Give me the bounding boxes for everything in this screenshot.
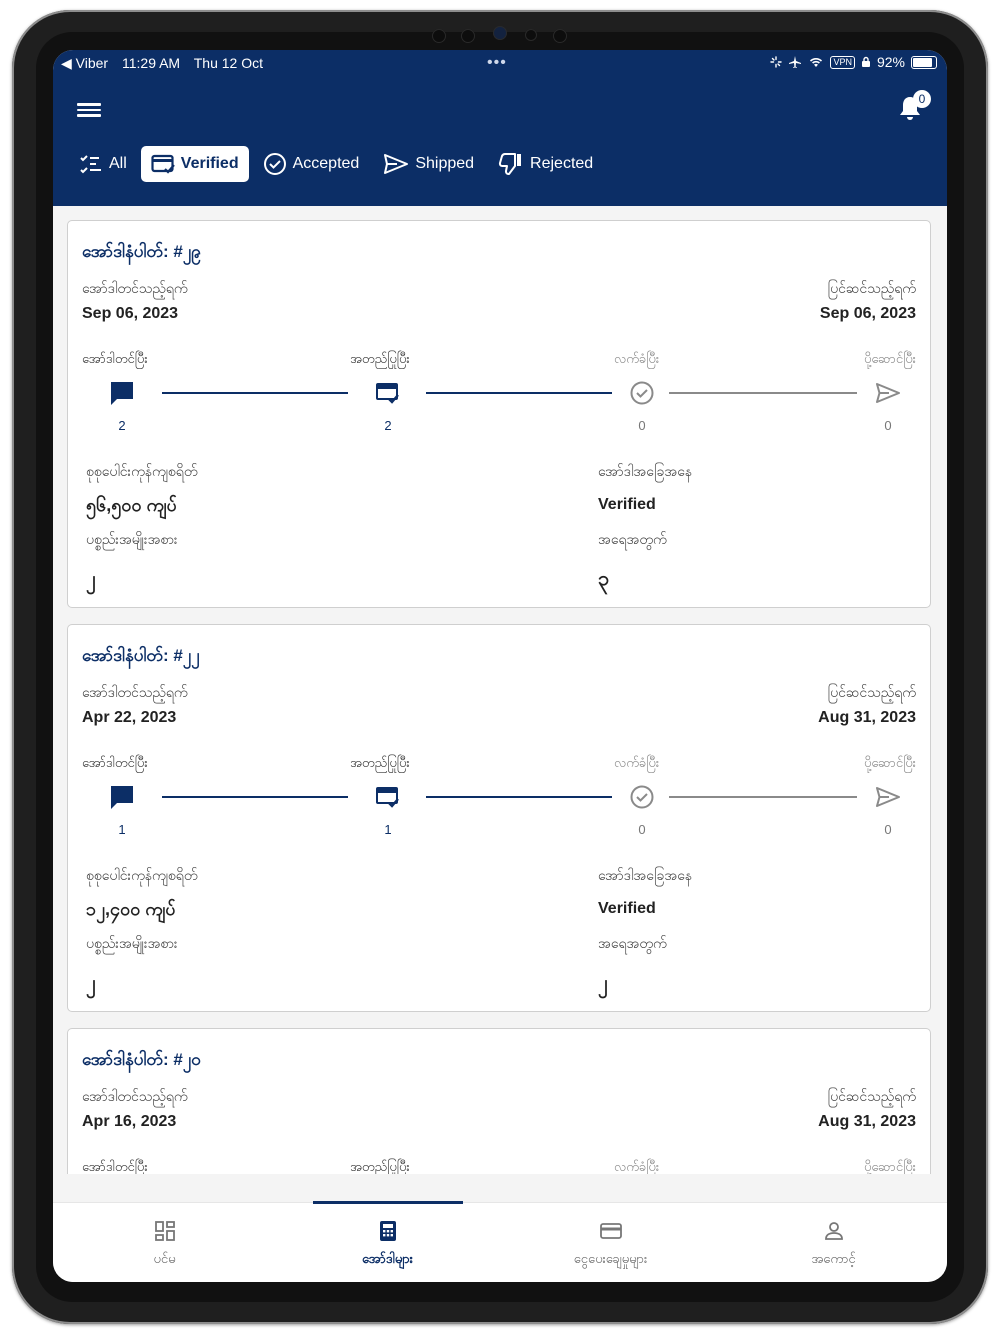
notification-count-badge: 0 [913, 90, 931, 108]
progress-line [162, 796, 348, 798]
tab-verified-label: Verified [180, 155, 239, 172]
order-number: အော်ဒါနံပါတ်: #၂၉ [82, 242, 201, 261]
status-date: Thu 12 Oct [193, 55, 264, 71]
due-date-value: Sep 06, 2023 [819, 305, 916, 322]
chat-bubble-icon [109, 784, 135, 810]
bottom-spacer [53, 1174, 947, 1202]
check-circle-icon [629, 784, 655, 810]
card-check-icon [375, 784, 401, 810]
send-icon [875, 380, 901, 406]
step-ordered-count: 1 [118, 822, 126, 837]
order-date-value: Apr 16, 2023 [82, 1113, 177, 1130]
order-status-label: အော်ဒါအခြေအနေ [598, 463, 693, 479]
order-number: အော်ဒါနံပါတ်: #၂၀ [82, 1050, 201, 1069]
step-ordered-label: အော်ဒါတင်ပြီး [82, 755, 148, 770]
hamburger-menu-icon[interactable] [77, 100, 101, 122]
order-status-value: Verified [598, 496, 656, 513]
check-circle-icon [629, 380, 655, 406]
battery-icon [911, 56, 937, 69]
step-accepted-label: လက်ခံပြီး [614, 351, 660, 366]
step-accepted-count: 0 [638, 418, 646, 433]
lock-rotation-icon [861, 56, 871, 68]
app-header [53, 50, 947, 206]
step-verified-label: အတည်ပြုပြီး [350, 351, 410, 366]
send-icon [383, 153, 409, 175]
total-price-label: စုစုပေါင်းကုန်ကျစရိတ် [86, 463, 198, 479]
status-bar [53, 50, 947, 76]
calculator-icon [376, 1219, 400, 1243]
chat-bubble-icon [109, 380, 135, 406]
nav-account[interactable] [722, 1203, 945, 1282]
step-accepted-label: လက်ခံပြီး [614, 755, 660, 770]
wifi-icon [808, 56, 824, 68]
order-date-value: Apr 22, 2023 [82, 709, 177, 726]
step-ordered-label: အော်ဒါတင်ပြီး [82, 351, 148, 366]
credit-card-icon [599, 1219, 623, 1243]
tab-rejected[interactable] [488, 146, 603, 182]
multitasking-dots[interactable]: ••• [487, 54, 507, 71]
tab-shipped[interactable] [373, 146, 484, 182]
order-date-value: Sep 06, 2023 [82, 305, 179, 322]
nav-orders-label: အော်ဒါများ [362, 1251, 413, 1266]
product-types-value: ၂ [86, 972, 96, 994]
due-date-value: Aug 31, 2023 [818, 1113, 916, 1130]
step-verified-label: အတည်ပြုပြီး [350, 755, 410, 770]
back-to-app-link[interactable]: ◀ Viber [61, 55, 109, 71]
progress-line [669, 796, 857, 798]
due-date-label: ပြင်ဆင်သည့်ရက် [827, 684, 916, 700]
quantity-value: ၂ [598, 972, 608, 994]
step-verified-count: 2 [384, 418, 392, 433]
step-ordered-count: 2 [118, 418, 126, 433]
tab-rejected-label: Rejected [530, 155, 594, 172]
nav-home[interactable] [53, 1203, 276, 1282]
front-camera-lens [493, 26, 507, 40]
thumbs-down-icon [498, 152, 524, 176]
notifications-button[interactable] [897, 92, 926, 126]
order-card[interactable] [67, 1028, 931, 1174]
tab-verified[interactable] [141, 146, 249, 182]
dashboard-icon [153, 1219, 177, 1243]
step-shipped-label: ပို့ဆောင်ပြီး [864, 1159, 916, 1174]
tab-accepted[interactable] [253, 146, 370, 182]
vpn-indicator: VPN [830, 56, 855, 69]
total-price-value: ၅၆,၅၀၀ ကျပ် [86, 495, 177, 515]
step-shipped-label: ပို့ဆောင်ပြီး [864, 755, 916, 770]
nav-payments-label: ငွေပေးချေမှုများ [573, 1251, 648, 1266]
step-accepted-count: 0 [638, 822, 646, 837]
order-date-label: အော်ဒါတင်သည့်ရက် [82, 684, 188, 700]
front-camera-dot [553, 29, 567, 43]
front-camera-dot [432, 29, 446, 43]
tab-all[interactable] [69, 146, 137, 182]
step-shipped-label: ပို့ဆောင်ပြီး [864, 351, 916, 366]
order-status-value: Verified [598, 900, 656, 917]
order-card[interactable] [67, 220, 931, 608]
quantity-value: ၃ [598, 568, 610, 590]
card-check-icon [375, 380, 401, 406]
checklist-icon [79, 153, 103, 175]
status-time: 11:29 AM [121, 55, 181, 71]
progress-line [162, 392, 348, 394]
front-camera-dot [525, 29, 537, 41]
status-left [61, 55, 273, 72]
total-price-value: ၁၂,၄၀၀ ကျပ် [86, 899, 176, 919]
product-types-value: ၂ [86, 568, 96, 590]
due-date-value: Aug 31, 2023 [818, 709, 916, 726]
bottom-navigation [53, 1202, 947, 1282]
order-list [53, 206, 947, 1174]
front-camera-dot [461, 29, 475, 43]
order-status-label: အော်ဒါအခြေအနေ [598, 867, 693, 883]
order-date-label: အော်ဒါတင်သည့်ရက် [82, 1088, 188, 1104]
progress-line [426, 796, 612, 798]
nav-home-label: ပင်မ [153, 1251, 176, 1266]
step-accepted-label: လက်ခံပြီး [614, 1159, 660, 1174]
progress-line [669, 392, 857, 394]
order-number: အော်ဒါနံပါတ်: #၂၂ [82, 646, 200, 665]
app-screen [53, 50, 947, 1282]
product-types-label: ပစ္စည်းအမျိုးအစား [86, 935, 178, 951]
order-date-label: အော်ဒါတင်သည့်ရက် [82, 280, 188, 296]
check-circle-icon [263, 152, 287, 176]
total-price-label: စုစုပေါင်းကုန်ကျစရိတ် [86, 867, 198, 883]
card-check-icon [151, 153, 175, 175]
nav-account-label: အကောင့် [811, 1251, 856, 1266]
step-verified-label: အတည်ပြုပြီး [350, 1159, 410, 1174]
nav-payments[interactable] [499, 1203, 722, 1282]
status-right [770, 54, 937, 70]
tab-accepted-label: Accepted [292, 155, 360, 172]
progress-line [426, 392, 612, 394]
person-icon [822, 1219, 846, 1243]
status-filter-tabs [69, 146, 603, 184]
step-verified-count: 1 [384, 822, 392, 837]
quantity-label: အရေအတွက် [598, 531, 667, 547]
step-shipped-count: 0 [884, 418, 892, 433]
due-date-label: ပြင်ဆင်သည့်ရက် [827, 1088, 916, 1104]
tab-shipped-label: Shipped [415, 155, 475, 172]
nav-orders[interactable] [276, 1203, 499, 1282]
product-types-label: ပစ္စည်းအမျိုးအစား [86, 531, 178, 547]
send-icon [875, 784, 901, 810]
airplane-icon [788, 55, 802, 69]
order-card[interactable] [67, 624, 931, 1012]
step-ordered-label: အော်ဒါတင်ပြီး [82, 1159, 148, 1174]
due-date-label: ပြင်ဆင်သည့်ရက် [827, 280, 916, 296]
loading-icon [770, 56, 782, 68]
step-shipped-count: 0 [884, 822, 892, 837]
battery-percent: 92% [876, 54, 905, 70]
tab-all-label: All [109, 155, 127, 172]
quantity-label: အရေအတွက် [598, 935, 667, 951]
